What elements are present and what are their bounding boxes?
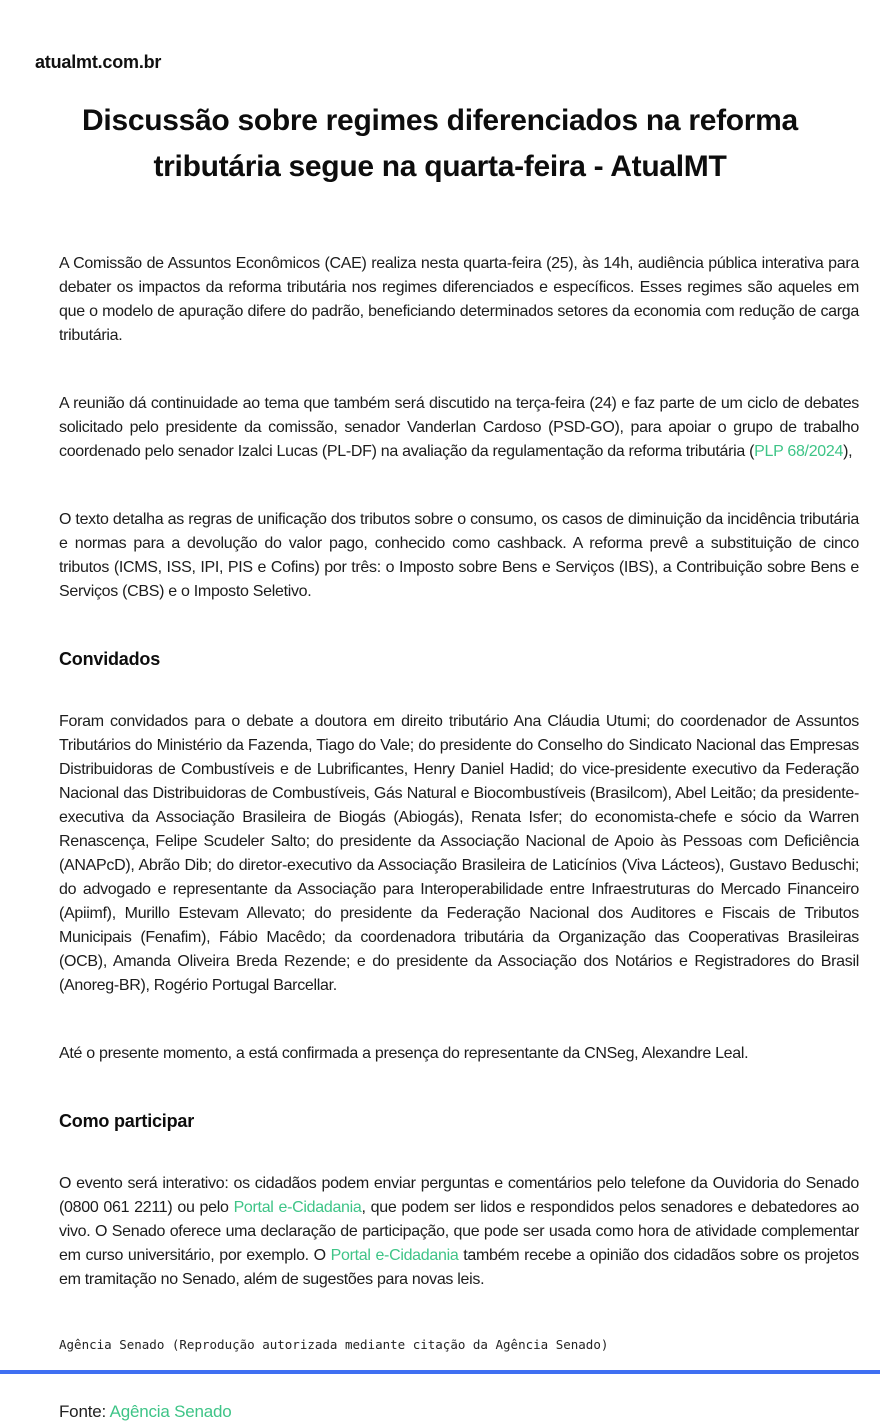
section-heading-como-participar: Como participar — [59, 1111, 195, 1131]
paragraph-lista-convidados: Foram convidados para o debate a doutora em direito tributário Ana Cláudia Utumi; do coordenador de Assuntos Tributários do Ministério da Fazenda, Tiago do Vale; do presidente do Conselho do Sindicato Nacional das Empresas Distribuidoras de Combustíveis e de Lubrificantes, Henry Daniel Hadid; do vice-presidente executivo da Federação Nacional das Distribuidoras de Combustíveis, Gás Natural e Biocombustíveis (Brasilcom), Abel Leitão; da presidente-executiva da Associação Brasileira de Biogás (Abiogás), Renata Isfer; do economista-chefe e sócio da Warren Renascença, Felipe Scudeler Salto; do presidente da Associação Nacional de Apoio às Pessoas com Deficiência (ANAPcD), Abrão Dib; do diretor-executivo da Associação Brasileira de Laticínios (Viva Lácteos), Gustavo Beduschi; do advogado e representante da Associação para Interoperabilidade entre Infraestruturas do Mercado Financeiro (Apiimf), Murillo Estevam Allevato; do presidente da Federação Nacional dos Auditores e Fiscais de Tributos Municipais (Fenafim), Fábio Macêdo; da coordenadora tributária da Organização das Cooperativas Brasileiras (OCB), Amanda Oliveira Breda Rezende; e do presidente da Associação dos Notários e Registradores do Brasil (Anoreg-BR), Rogério Portugal Barcellar. — [59, 713, 859, 994]
paragraph-ciclo-debates — [59, 392, 859, 464]
plp-68-2024-link[interactable]: PLP 68/2024 — [754, 443, 844, 460]
paragraph-como-participar-text2: , que podem ser lidos e respondidos pelos senadores e debatedores ao vivo. O Senado oferece uma declaração de participação, que pode ser usada como hora de atividade complementar em curso universitário, por exemplo. O — [59, 1199, 859, 1264]
paragraph-texto-reforma: O texto detalha as regras de unificação dos tributos sobre o consumo, os casos de diminuição da incidência tributária e normas para a devolução do valor pago, conhecido como cashback. A reforma prevê a substituição de cinco tributos (ICMS, ISS, IPI, PIS e Cofins) por três: o Imposto sobre Bens e Serviços (IBS), a Contribuição sobre Bens e Serviços (CBS) e o Imposto Seletivo. — [59, 511, 859, 600]
paragraph-como-participar-text1: O evento será interativo: os cidadãos podem enviar perguntas e comentários pelo telefone da Ouvidoria do Senado (0800 061 2211) ou pelo — [59, 1175, 859, 1216]
source-line — [59, 1400, 859, 1424]
site-domain: atualmt.com.br — [35, 52, 162, 72]
article-body — [59, 252, 859, 1424]
agencia-senado-link[interactable]: Agência Senado — [109, 1402, 232, 1421]
paragraph-presenca-confirmada: Até o presente momento, a está confirmada a presença do representante da CNSeg, Alexandre Leal. — [59, 1045, 749, 1062]
agency-credit-line: Agência Senado (Reprodução autorizada mediante citação da Agência Senado) — [59, 1337, 609, 1352]
portal-ecidadania-link-1[interactable]: Portal e-Cidadania — [233, 1199, 362, 1216]
section-heading-convidados: Convidados — [59, 649, 161, 669]
paragraph-ciclo-debates-tail: ), — [843, 443, 853, 460]
bottom-accent-bar — [0, 1370, 880, 1374]
paragraph-ciclo-debates-text: A reunião dá continuidade ao tema que também será discutido na terça-feira (24) e faz parte de um ciclo de debates solicitado pelo presidente da comissão, senador Vanderlan Cardoso (PSD-GO), para apoiar o grupo de trabalho coordenado pelo senador Izalci Lucas (PL-DF) na avaliação da regulamentação da reforma tributária ( — [59, 395, 859, 460]
paragraph-como-participar — [59, 1172, 859, 1292]
article-title: Discussão sobre regimes diferenciados na reforma tributária segue na quarta-feira - AtualMT — [82, 104, 798, 183]
source-label: Fonte: — [59, 1402, 110, 1421]
paragraph-como-participar-text3: também recebe a opinião dos cidadãos sobre os projetos em tramitação no Senado, além de sugestões para novas leis. — [59, 1247, 859, 1288]
paragraph-audiencia-cae: A Comissão de Assuntos Econômicos (CAE) realiza nesta quarta-feira (25), às 14h, audiência pública interativa para debater os impactos da reforma tributária nos regimes diferenciados e específicos. Esses regimes são aqueles em que o modelo de apuração difere do padrão, beneficiando determinados setores da economia com redução de carga tributária. — [59, 255, 859, 344]
portal-ecidadania-link-2[interactable]: Portal e-Cidadania — [330, 1247, 459, 1264]
